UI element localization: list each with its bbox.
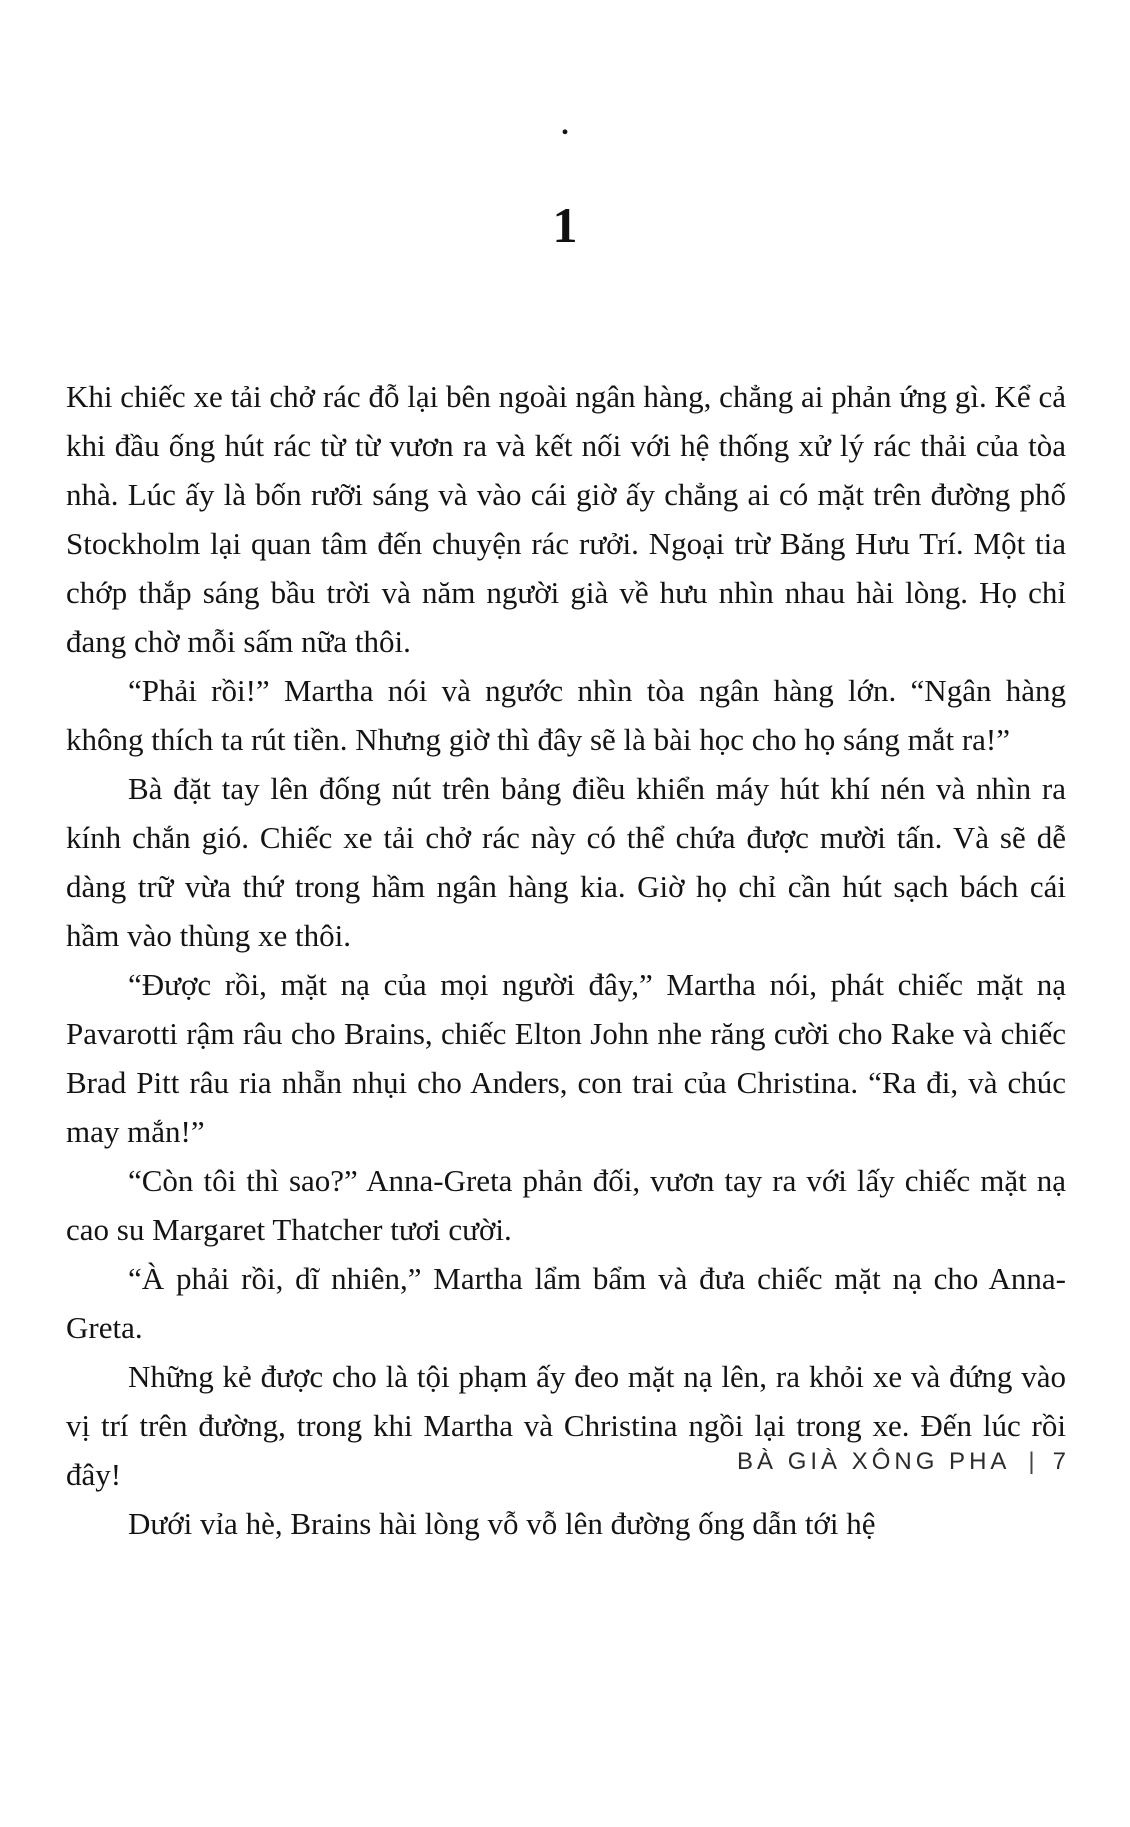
paragraph: Những kẻ được cho là tội phạm ấy đeo mặt nạ lên, ra khỏi xe và đứng vào vị trí trên đường, trong khi Martha và Christina ngồi lại trong xe. Đến lúc rồi đây! bbox=[66, 1359, 1066, 1492]
chapter-number: 1 bbox=[552, 197, 578, 253]
running-title: BÀ GIÀ XÔNG PHA bbox=[737, 1448, 1011, 1475]
page-number: 7 bbox=[1052, 1448, 1066, 1475]
page-footer bbox=[737, 1448, 1066, 1476]
paragraph: “À phải rồi, dĩ nhiên,” Martha lẩm bẩm và đưa chiếc mặt nạ cho Anna-Greta. bbox=[66, 1261, 1066, 1345]
paragraph: “Phải rồi!” Martha nói và ngước nhìn tòa ngân hàng lớn. “Ngân hàng không thích ta rút tiền. Nhưng giờ thì đây sẽ là bài học cho họ sáng mắt ra!” bbox=[66, 673, 1066, 757]
paragraph: Bà đặt tay lên đống nút trên bảng điều khiển máy hút khí nén và nhìn ra kính chắn gió. Chiếc xe tải chở rác này có thể chứa được mười tấn. Và sẽ dễ dàng trữ vừa thứ trong hầm ngân hàng kia. Giờ họ chỉ cần hút sạch bách cái hầm vào thùng xe thôi. bbox=[66, 771, 1066, 953]
paragraph: Dưới vỉa hè, Brains hài lòng vỗ vỗ lên đường ống dẫn tới hệ bbox=[128, 1506, 876, 1541]
paragraphs bbox=[66, 372, 1066, 1548]
ornament-dot: . bbox=[561, 108, 569, 141]
paragraph: “Còn tôi thì sao?” Anna-Greta phản đối, vươn tay ra với lấy chiếc mặt nạ cao su Margaret Thatcher tươi cười. bbox=[66, 1163, 1066, 1247]
paragraph: Khi chiếc xe tải chở rác đỗ lại bên ngoài ngân hàng, chẳng ai phản ứng gì. Kể cả khi đầu ống hút rác từ từ vươn ra và kết nối với hệ thống xử lý rác thải của tòa nhà. Lúc ấy là bốn rưỡi sáng và vào cái giờ ấy chẳng ai có mặt trên đường phố Stockholm lại quan tâm đến chuyện rác rưởi. Ngoại trừ Băng Hưu Trí. Một tia chớp thắp sáng bầu trời và năm người già về hưu nhìn nhau hài lòng. Họ chỉ đang chờ mỗi sấm nữa thôi. bbox=[66, 379, 1066, 659]
footer-separator: | bbox=[1028, 1448, 1039, 1475]
paragraph: “Được rồi, mặt nạ của mọi người đây,” Martha nói, phát chiếc mặt nạ Pavarotti rậm râu cho Brains, chiếc Elton John nhe răng cười cho Rake và chiếc Brad Pitt râu ria nhẵn nhụi cho Anders, con trai của Christina. “Ra đi, và chúc may mắn!” bbox=[66, 967, 1066, 1149]
